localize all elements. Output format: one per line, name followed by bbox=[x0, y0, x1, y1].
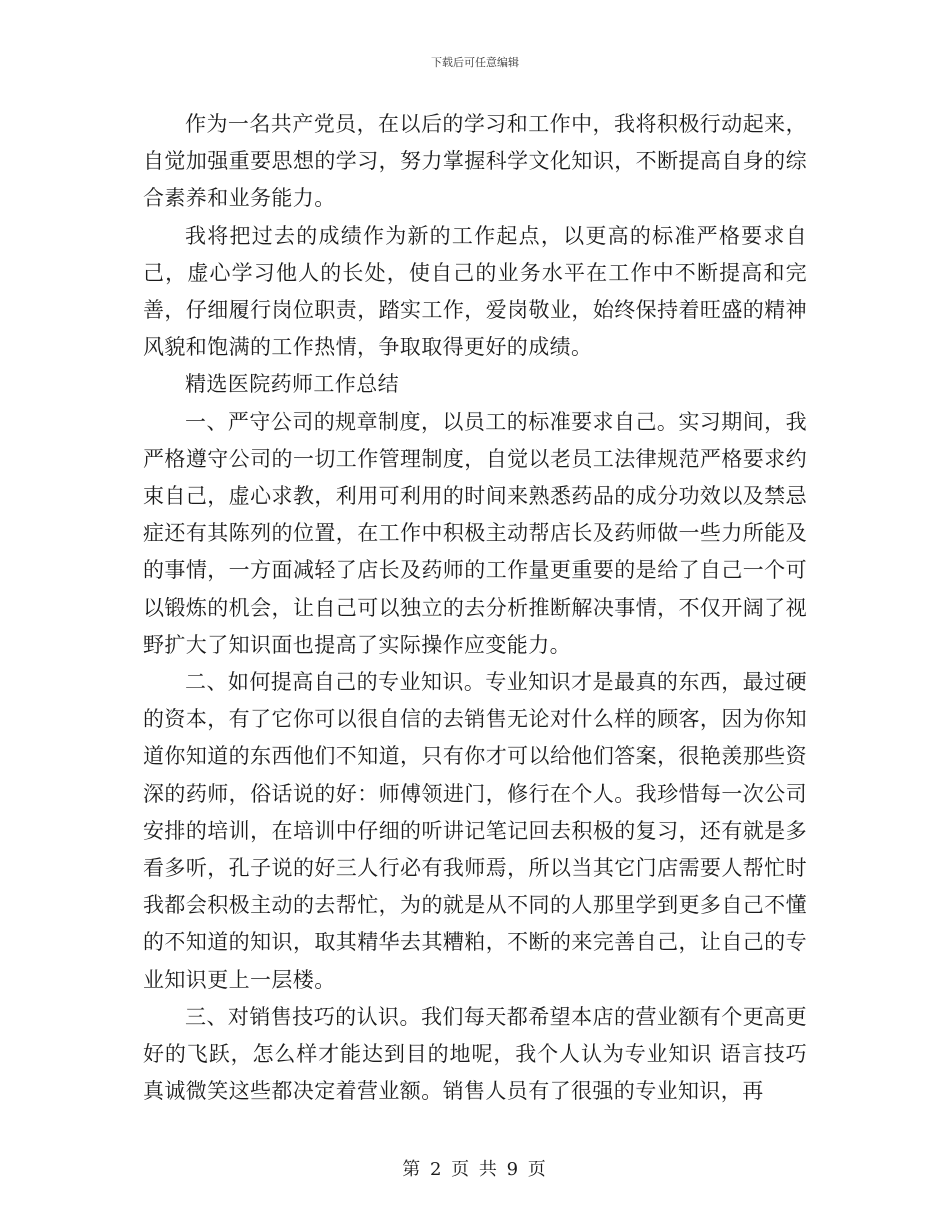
page-footer bbox=[0, 1155, 950, 1181]
paragraph: 作为一名共产党员，在以后的学习和工作中，我将积极行动起来，自觉加强重要思想的学习，努力掌握科学文化知识，不断提高自身的综合素养和业务能力。 bbox=[143, 112, 807, 211]
paragraph: 二、如何提高自己的专业知识。专业知识才是最真的东西，最过硬的资本，有了它你可以很自信的去销售无论对什么样的顾客，因为你知道你知道的东西他们不知道，只有你才可以给他们答案，很艳羡那些资深的药师，俗话说的好：师傅领进门，修行在个人。我珍惜每一次公司安排的培训，在培训中仔细的听讲记笔记回去积极的复习，还有就是多看多听，孔子说的好三人行必有我师焉，所以当其它门店需要人帮忙时我都会积极主动的去帮忙，为的就是从不同的人那里学到更多自己不懂的不知道的知识，取其精华去其糟粕，不断的来完善自己，让自己的专业知识更上一层楼。 bbox=[143, 670, 807, 992]
section-title: 精选医院药师工作总结 bbox=[185, 372, 399, 397]
paragraph: 我将把过去的成绩作为新的工作起点，以更高的标准严格要求自己，虚心学习他人的长处，使自己的业务水平在工作中不断提高和完善，仔细履行岗位职责，踏实工作，爱岗敬业，始终保持着旺盛的精神风貌和饱满的工作热情，争取取得更好的成绩。 bbox=[143, 223, 807, 360]
page-number-label: 第 2 页 共 9 页 bbox=[402, 1159, 548, 1180]
page-header: 下载后可任意编辑 bbox=[431, 56, 519, 69]
paragraph: 一、严守公司的规章制度，以员工的标准要求自己。实习期间，我严格遵守公司的一切工作管理制度，自觉以老员工法律规范严格要求约束自己，虚心求教，利用可利用的时间来熟悉药品的成分功效以及禁忌症还有其陈列的位置，在工作中积极主动帮店长及药师做一些力所能及的事情，一方面减轻了店长及药师的工作量更重要的是给了自己一个可以锻炼的机会，让自己可以独立的去分析推断解决事情，不仅开阔了视野扩大了知识面也提高了实际操作应变能力。 bbox=[143, 409, 807, 657]
paragraph: 三、对销售技巧的认识。我们每天都希望本店的营业额有个更高更好的飞跃，怎么样才能达到目的地呢，我个人认为专业知识 语言技巧 真诚微笑这些都决定着营业额。销售人员有了很强的专业知识，再 bbox=[143, 1004, 807, 1104]
document-body bbox=[143, 106, 807, 1110]
